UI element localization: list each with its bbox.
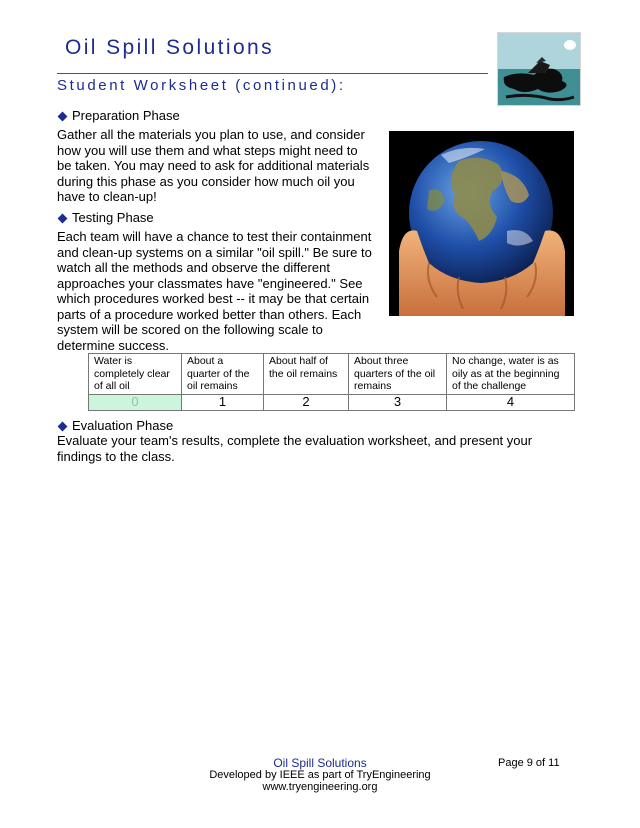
cell-line: completely clear: [94, 367, 170, 380]
oil-spill-logo-graphic: [498, 33, 580, 105]
testing-line: system will be scored on the following scale to: [57, 322, 323, 337]
globe-in-hands-graphic: [389, 131, 574, 316]
preparation-line: how you will use them and what steps might need to: [57, 142, 358, 158]
cell-line: of the challenge: [452, 380, 527, 392]
scale-description-cell: [89, 354, 182, 395]
testing-line: approaches your classmates have "engineered." See: [57, 275, 363, 291]
cell-line: quarters of the oil: [354, 367, 436, 380]
diamond-bullet-icon: [58, 213, 68, 223]
preparation-heading-text: Preparation Phase: [72, 108, 180, 123]
testing-line: watch all the methods and observe the different: [57, 260, 330, 275]
oil-spill-logo: [497, 32, 581, 106]
testing-heading-text: Testing Phase: [72, 210, 154, 225]
page-subtitle: Student Worksheet (continued):: [57, 77, 346, 94]
diamond-bullet-icon: [58, 421, 68, 431]
page-number: Page 9 of 11: [498, 757, 560, 769]
testing-line: which procedures worked best -- it may be that certain: [57, 291, 370, 306]
cell-line: of all oil: [94, 380, 130, 392]
score-cell-3: 3: [349, 394, 447, 410]
score-cell-0: 0: [89, 394, 182, 410]
testing-line: Each team will have a chance to test their containment: [57, 229, 372, 244]
cell-line: oil remains: [187, 380, 238, 392]
cell-line: the oil remains: [269, 367, 338, 380]
preparation-heading: [57, 108, 180, 123]
cell-line: quarter of the: [187, 367, 250, 380]
scoring-scale-table: [88, 353, 575, 411]
testing-heading: [57, 210, 154, 225]
scale-description-cell: [349, 354, 447, 395]
preparation-line: have to clean-up!: [57, 189, 157, 204]
preparation-paragraph: [57, 127, 369, 205]
scale-description-cell: [264, 354, 349, 395]
testing-line: determine success.: [57, 337, 169, 353]
cell-line: Water is: [94, 355, 133, 367]
scale-description-cell: [447, 354, 575, 395]
header-rule: [57, 73, 488, 74]
cell-line: About a: [187, 355, 224, 367]
testing-line: parts of a procedure worked better than others. Each: [57, 306, 362, 322]
footer-title: Oil Spill Solutions: [273, 756, 367, 770]
page-title: Oil Spill Solutions: [65, 36, 275, 59]
preparation-line: be taken. You may need to ask for additional materials: [57, 158, 370, 173]
score-cell-2: 2: [264, 394, 349, 410]
evaluation-line: Evaluate your team's results, complete the evaluation worksheet, and present your: [57, 433, 533, 448]
evaluation-heading-text: Evaluation Phase: [72, 418, 174, 433]
table-row: [89, 354, 575, 395]
footer-developed-by: Developed by IEEE as part of TryEngineering: [209, 769, 431, 781]
preparation-line: during this phase as you consider how much oil you: [57, 173, 355, 189]
preparation-line: Gather all the materials you plan to use, and consider: [57, 127, 365, 142]
score-cell-1: 1: [182, 394, 264, 410]
evaluation-paragraph: [57, 433, 532, 464]
score-cell-4: 4: [447, 394, 575, 410]
cell-line: No change, water is as: [452, 355, 559, 367]
footer-url: www.tryengineering.org: [262, 781, 378, 793]
cell-line: oily as at the beginning: [452, 367, 560, 380]
evaluation-line: findings to the class.: [57, 448, 175, 464]
diamond-bullet-icon: [58, 111, 68, 121]
testing-paragraph: [57, 229, 372, 353]
scale-description-cell: [182, 354, 264, 395]
testing-line: and clean-up systems on a similar "oil spill." Be sure to: [57, 244, 372, 260]
table-row: [89, 394, 575, 410]
cell-line: About three: [354, 355, 409, 367]
cell-line: About half of: [269, 355, 328, 367]
evaluation-heading: [57, 418, 173, 433]
globe-in-hands-image: [389, 131, 574, 316]
cell-line: remains: [354, 380, 392, 392]
